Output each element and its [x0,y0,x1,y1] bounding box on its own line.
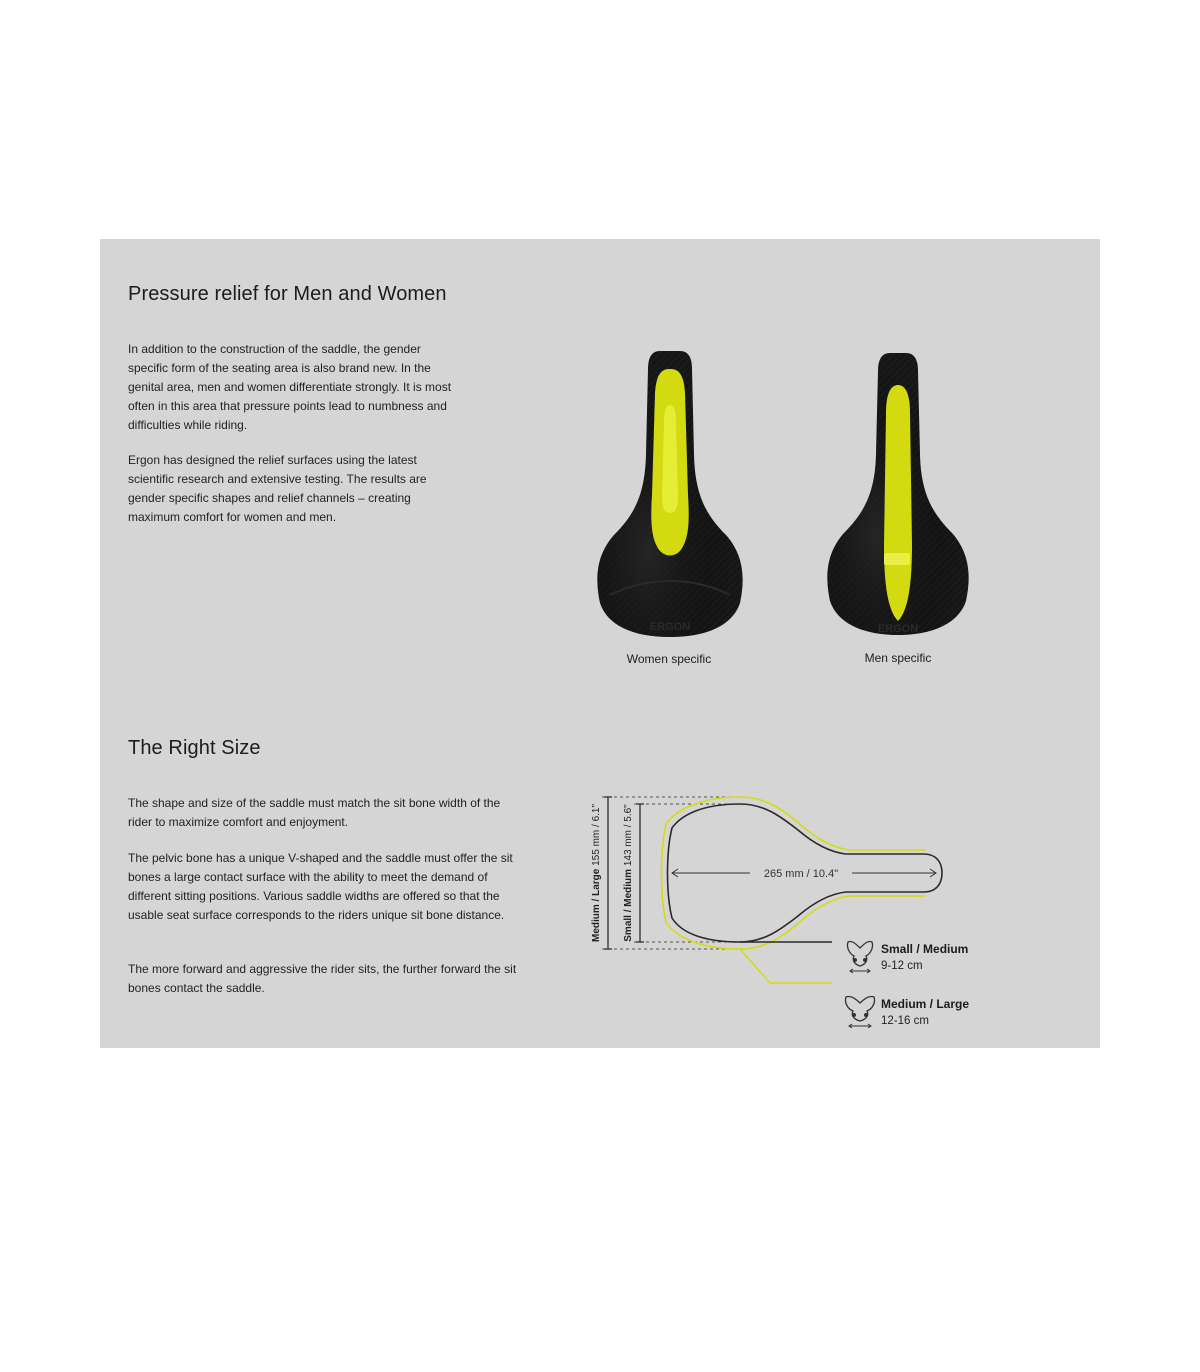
women-saddle-logo-text: ERGON [649,621,691,633]
pelvis-medium-large-icon [845,996,874,1028]
right-size-paragraph-3: The more forward and aggressive the rider sits, the further forward the sit bones contact the saddle. [128,962,517,995]
sm-width-label: Small / Medium 143 mm / 5.6" [623,804,634,942]
men-saddle-image [818,345,978,645]
saddle-size-diagram [580,780,1000,1040]
men-specific-caption: Men specific [864,651,932,665]
section-title-right-size: The Right Size [128,737,261,759]
women-saddle-image [590,345,750,645]
size-medium-large-name: Medium / Large [881,997,970,1011]
size-small-medium-name: Small / Medium [881,942,969,956]
pressure-relief-paragraph-1: In addition to the construction of the saddle, the gender specific form of the seating area is also brand new. In the genital area, men and women differentiate strongly. It is most often in this area that pressure points lead to numbness and difficulties while riding. [128,342,452,432]
size-medium-large-range: 12-16 cm [881,1015,929,1027]
women-specific-caption: Women specific [626,652,712,666]
right-size-paragraph-2: The pelvic bone has a unique V-shaped and the saddle must offer the sit bones a large contact surface with the ability to meet the demand of different sitting positions. Various saddle widths are offered so that the usable seat surface corresponds to the riders unique sit bone distance. [128,851,513,922]
ml-width-label: Medium / Large 155 mm / 6.1" [591,803,602,943]
ml-leader-line [740,949,832,983]
size-small-medium-range: 9-12 cm [881,960,923,972]
length-label: 265 mm / 10.4" [763,868,839,880]
right-size-paragraph-1: The shape and size of the saddle must match the sit bone width of the rider to maximize comfort and enjoyment. [128,796,501,829]
pressure-relief-paragraph-2: Ergon has designed the relief surfaces using the latest scientific research and extensive testing. The results are gender specific shapes and relief channels – creating maximum comfort for women and men. [128,453,427,524]
pelvis-small-medium-icon [847,941,872,973]
men-saddle-logo-text: ERGON [877,623,919,635]
section-title-pressure-relief: Pressure relief for Men and Women [128,283,447,305]
